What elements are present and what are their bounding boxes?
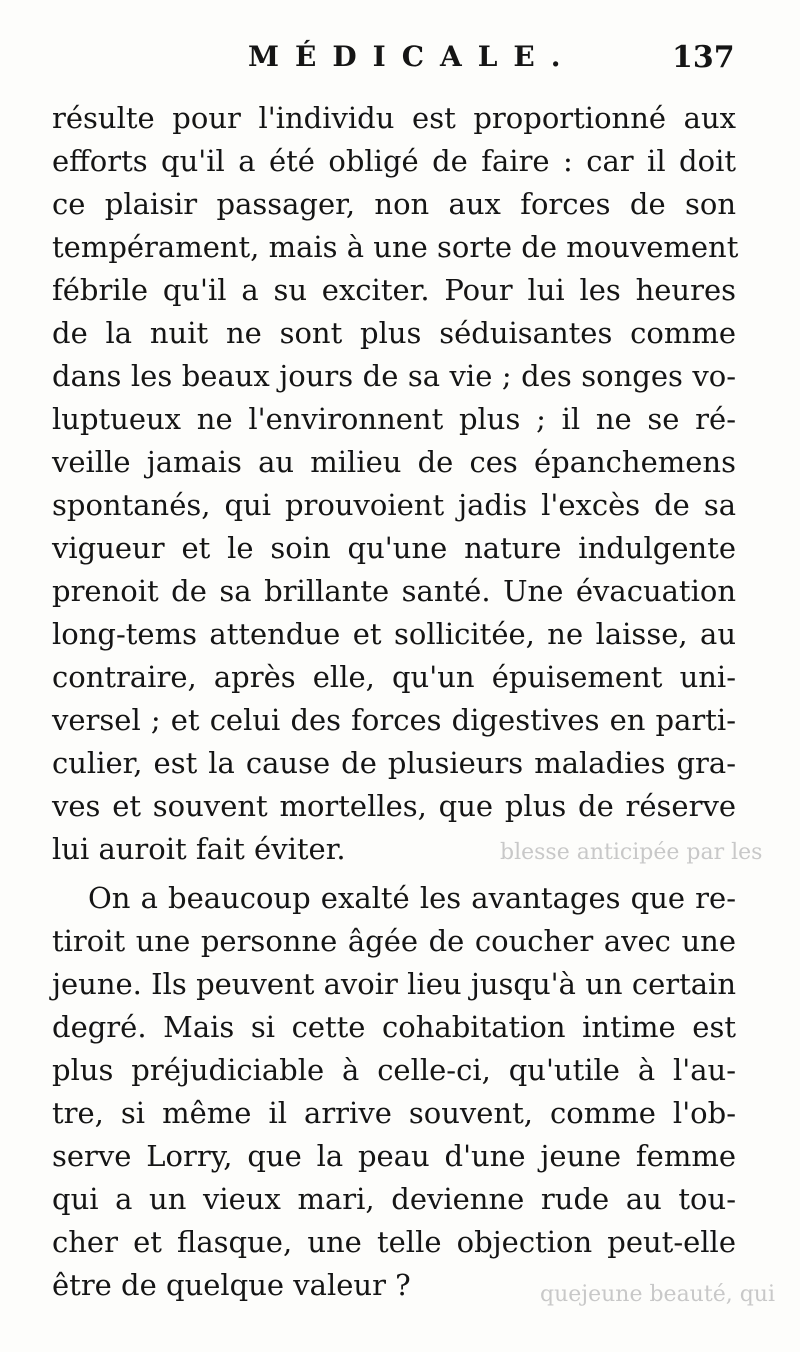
text-line: fébrile qu'il a su exciter. Pour lui les heures — [52, 273, 736, 307]
bleed-through-text: blesse anticipée par les — [500, 840, 763, 865]
text-line: ves et souvent mortelles, que plus de réserve — [52, 789, 736, 823]
text-line: ce plaisir passager, non aux forces de son — [52, 187, 736, 221]
text-line: qui a un vieux mari, devienne rude au tou- — [52, 1182, 736, 1216]
text-line: versel ; et celui des forces digestives en parti- — [52, 703, 736, 737]
bleed-through-text: quejeune beauté, qui — [540, 1282, 775, 1307]
text-line: vigueur et le soin qu'une nature indulgente — [52, 531, 736, 565]
text-line: être de quelque valeur ? — [52, 1268, 411, 1302]
text-line: degré. Mais si cette cohabitation intime est — [52, 1010, 736, 1044]
text-line: contraire, après elle, qu'un épuisement uni- — [52, 660, 736, 694]
text-line: cher et flasque, une telle objection peut-elle — [52, 1225, 736, 1259]
text-line: prenoit de sa brillante santé. Une évacuation — [52, 574, 736, 608]
text-line: tempérament, mais à une sorte de mouvement — [52, 230, 739, 264]
text-line: tiroit une personne âgée de coucher avec une — [52, 924, 736, 958]
text-line: On a beaucoup exalté les avantages que re- — [88, 881, 736, 915]
text-line: veille jamais au milieu de ces épanchemens — [52, 445, 736, 479]
text-line: tre, si même il arrive souvent, comme l'ob- — [52, 1096, 736, 1130]
text-line: efforts qu'il a été obligé de faire : car il doit — [52, 144, 736, 178]
text-line: long-tems attendue et sollicitée, ne laisse, au — [52, 617, 736, 651]
text-line: résulte pour l'individu est proportionné aux — [52, 101, 736, 135]
text-line: serve Lorry, que la peau d'une jeune femme — [52, 1139, 736, 1173]
text-line: culier, est la cause de plusieurs maladies gra- — [52, 746, 736, 780]
text-line: de la nuit ne sont plus séduisantes comme — [52, 316, 736, 350]
text-line: lui auroit fait éviter. — [52, 832, 346, 866]
page-header — [0, 40, 800, 90]
text-line: spontanés, qui prouvoient jadis l'excès de sa — [52, 488, 736, 522]
page-number: 137 — [672, 40, 735, 75]
text-line: jeune. Ils peuvent avoir lieu jusqu'à un certain — [52, 967, 736, 1001]
text-line: plus préjudiciable à celle-ci, qu'utile à l'au- — [52, 1053, 736, 1087]
text-line: dans les beaux jours de sa vie ; des songes vo- — [52, 359, 736, 393]
running-title: MÉDICALE. — [248, 40, 577, 73]
text-line: luptueux ne l'environnent plus ; il ne se ré- — [52, 402, 736, 436]
